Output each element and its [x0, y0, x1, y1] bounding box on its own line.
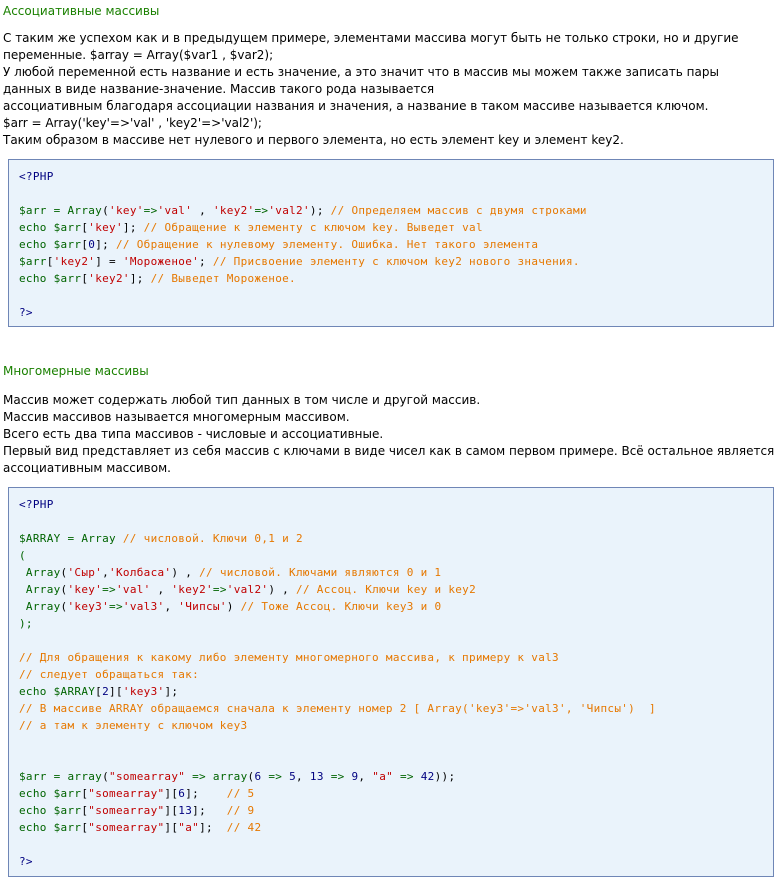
- text-line: Первый вид представляет из себя массив с ключами в виде чисел как в самом первом примере. Всё остальное является: [3, 444, 775, 458]
- code-token: echo: [19, 685, 54, 698]
- section-heading-multidimensional: Многомерные массивы: [3, 364, 149, 378]
- code-token: $arr: [19, 204, 47, 217]
- code-line: [19, 304, 33, 321]
- text-line: переменные. $array = Array($var1 , $var2);: [3, 48, 274, 62]
- code-token: =>: [109, 600, 123, 613]
- code-token: Array: [81, 532, 123, 545]
- code-token: Array: [19, 583, 61, 596]
- code-token: 'key2': [88, 272, 130, 285]
- code-token: $arr: [53, 221, 82, 234]
- code-token: 13: [309, 770, 324, 783]
- code-token: // Обращение к элементу с ключом key. Выведет val: [143, 221, 483, 234]
- code-token: // следует обращаться так:: [19, 668, 199, 681]
- code-token: $arr: [53, 804, 82, 817]
- code-token: (: [60, 583, 68, 596]
- code-token: echo: [19, 221, 54, 234]
- text-line: данных в виде название-значение. Массив такого рода называется: [3, 82, 435, 96]
- code-token: 6: [178, 787, 186, 800]
- code-token: // числовой. Ключами являются 0 и 1: [199, 566, 442, 579]
- code-token: 9: [351, 770, 359, 783]
- code-token: (: [247, 770, 255, 783]
- code-token: "a": [372, 770, 394, 783]
- code-token: echo: [19, 804, 54, 817]
- code-token: "somearray": [88, 787, 165, 800]
- code-token: =: [60, 532, 82, 545]
- code-token: [: [81, 804, 89, 817]
- code-token: $ARRAY: [19, 532, 61, 545]
- code-token: ) ,: [171, 566, 200, 579]
- code-token: ,: [102, 566, 110, 579]
- code-token: ?>: [19, 855, 33, 868]
- code-token: $ARRAY: [53, 685, 96, 698]
- code-token: 42: [420, 770, 435, 783]
- code-token: ;: [199, 255, 213, 268]
- code-token: (: [102, 770, 110, 783]
- code-line: [19, 168, 54, 185]
- code-line: [19, 202, 587, 219]
- code-token: ];: [164, 685, 179, 698]
- code-line: [19, 802, 254, 819]
- code-token: [: [95, 685, 103, 698]
- code-line: [19, 717, 247, 734]
- code-token: ,: [192, 204, 213, 217]
- code-token: 0: [88, 238, 96, 251]
- code-token: // а там к элементу с ключом key3: [19, 719, 248, 732]
- code-token: 'key2': [171, 583, 213, 596]
- code-token: "somearray": [109, 770, 186, 783]
- code-line: [19, 768, 455, 785]
- code-token: 'val': [115, 583, 151, 596]
- code-token: Array: [67, 204, 103, 217]
- code-line: [19, 853, 33, 870]
- code-token: // Присвоение элементу с ключом key2 нового значения.: [212, 255, 580, 268]
- code-token: echo: [19, 238, 54, 251]
- code-token: =>: [102, 583, 116, 596]
- code-token: (: [60, 600, 68, 613]
- code-line: [19, 530, 303, 547]
- code-line: [19, 819, 261, 836]
- code-token: 13: [178, 804, 193, 817]
- code-token: (: [60, 566, 68, 579]
- code-token: echo: [19, 821, 54, 834]
- code-token: =>: [212, 583, 227, 596]
- code-token: echo: [19, 272, 54, 285]
- code-token: Array: [19, 600, 61, 613]
- code-line: [19, 615, 33, 632]
- code-token: );: [309, 204, 331, 217]
- code-token: );: [19, 617, 33, 630]
- code-line: [19, 564, 441, 581]
- code-token: // Обращение к нулевому элементу. Ошибка. Нет такого элемента: [115, 238, 539, 251]
- code-token: // 9: [226, 804, 255, 817]
- code-token: ,: [164, 600, 179, 613]
- code-token: array: [67, 770, 103, 783]
- code-token: "somearray": [88, 821, 165, 834]
- code-token: =>: [393, 770, 421, 783]
- text-line: ассоциативным массивом.: [3, 461, 171, 475]
- text-line: Таким образом в массиве нет нулевого и первого элемента, но есть элемент key и элемент key2.: [3, 133, 624, 147]
- code-token: 'Сыр': [67, 566, 103, 579]
- code-line: [19, 785, 254, 802]
- section-heading-associative: Ассоциативные массивы: [3, 4, 160, 18]
- code-line: [19, 253, 580, 270]
- code-token: // Определяем массив с двумя строками: [330, 204, 587, 217]
- code-line: [19, 236, 538, 253]
- code-token: ];: [129, 272, 151, 285]
- code-token: // 42: [226, 821, 262, 834]
- code-token: =>: [185, 770, 213, 783]
- text-line: $arr = Array('key'=>'val' , 'key2'=>'val2');: [3, 116, 262, 130]
- text-line: У любой переменной есть название и есть значение, а это значит что в массив мы можем также записать пары: [3, 65, 719, 79]
- code-line: [19, 683, 178, 700]
- code-token: 'key3': [67, 600, 110, 613]
- text-line: Массив массивов называется многомерным массивом.: [3, 410, 350, 424]
- section-text-associative: [3, 30, 781, 149]
- code-line: [19, 649, 559, 666]
- code-token: Array: [19, 566, 61, 579]
- code-token: 'Мороженое': [122, 255, 200, 268]
- text-line: Всего есть два типа массивов - числовые и ассоциативные.: [3, 427, 384, 441]
- code-token: 'key2': [212, 204, 255, 217]
- code-token: =>: [323, 770, 352, 783]
- code-token: ];: [185, 787, 227, 800]
- code-token: 'Чипсы': [178, 600, 227, 613]
- code-token: $arr: [53, 787, 82, 800]
- code-token: =: [46, 770, 68, 783]
- code-token: ];: [192, 804, 227, 817]
- code-token: $arr: [19, 770, 47, 783]
- code-token: [: [81, 787, 89, 800]
- code-token: // Для обращения к какому либо элементу многомерного массива, к примеру к val3: [19, 651, 559, 664]
- code-token: 'val2': [226, 583, 269, 596]
- code-token: // числовой. Ключи 0,1 и 2: [122, 532, 303, 545]
- code-token: =: [46, 204, 68, 217]
- code-token: ] =: [95, 255, 123, 268]
- text-line: Массив может содержать любой тип данных в том числе и другой массив.: [3, 393, 481, 407]
- code-token: ,: [358, 770, 373, 783]
- code-token: 2: [102, 685, 110, 698]
- text-line: ассоциативным благодаря ассоциации названия и значения, а название в таком массиве называется ключом.: [3, 99, 709, 113]
- text-line: С таким же успехом как и в предыдущем примере, элементами массива могут быть не только строки, но и другие: [3, 31, 739, 45]
- code-token: ][: [109, 685, 123, 698]
- code-token: 'key3': [122, 685, 165, 698]
- code-line: [19, 700, 656, 717]
- code-token: [: [81, 238, 89, 251]
- code-token: <?PHP: [19, 170, 54, 183]
- code-token: ) ,: [268, 583, 297, 596]
- code-line: [19, 598, 441, 615]
- code-line: [19, 581, 476, 598]
- code-token: 'key2': [53, 255, 96, 268]
- code-token: // В массиве ARRAY обращаемся сначала к элементу номер 2 [ Array('key3'=>'val3', 'Чипсы') ]: [19, 702, 656, 715]
- code-token: 'val3': [122, 600, 165, 613]
- code-line: [19, 547, 26, 564]
- code-token: 'Колбаса': [109, 566, 172, 579]
- code-line: [19, 496, 54, 513]
- code-line: [19, 270, 296, 287]
- code-token: ][: [164, 787, 179, 800]
- code-token: ][: [164, 804, 179, 817]
- code-token: ?>: [19, 306, 33, 319]
- code-token: echo: [19, 787, 54, 800]
- code-token: array: [212, 770, 248, 783]
- code-token: (: [102, 204, 110, 217]
- code-token: [: [46, 255, 54, 268]
- code-token: ): [226, 600, 241, 613]
- code-token: 'val2': [268, 204, 310, 217]
- code-token: ));: [434, 770, 456, 783]
- code-token: 'key': [109, 204, 144, 217]
- code-token: $arr: [53, 238, 82, 251]
- code-token: 5: [289, 770, 297, 783]
- code-token: ];: [95, 238, 116, 251]
- code-token: =>: [143, 204, 158, 217]
- code-token: (: [19, 549, 26, 562]
- code-token: 'val': [157, 204, 193, 217]
- code-token: =>: [261, 770, 290, 783]
- code-token: 'key': [67, 583, 103, 596]
- code-token: "a": [178, 821, 200, 834]
- code-token: $arr: [53, 272, 82, 285]
- code-token: [: [81, 272, 89, 285]
- code-line: [19, 666, 199, 683]
- code-token: =>: [254, 204, 269, 217]
- code-token: "somearray": [88, 804, 165, 817]
- code-block-multidimensional: [8, 487, 774, 877]
- code-token: // Выведет Мороженое.: [150, 272, 296, 285]
- code-token: ,: [150, 583, 172, 596]
- code-block-associative: [8, 159, 774, 327]
- code-token: ];: [122, 221, 144, 234]
- code-token: ];: [199, 821, 227, 834]
- code-token: 'key': [88, 221, 123, 234]
- code-token: $arr: [53, 821, 82, 834]
- section-text-multidimensional: [3, 392, 781, 477]
- code-token: // 5: [226, 787, 255, 800]
- code-token: <?PHP: [19, 498, 54, 511]
- code-token: ][: [164, 821, 179, 834]
- code-token: [: [81, 821, 89, 834]
- code-token: ,: [296, 770, 310, 783]
- code-token: 6: [254, 770, 262, 783]
- code-token: // Тоже Ассоц. Ключи key3 и 0: [240, 600, 442, 613]
- code-token: $arr: [19, 255, 47, 268]
- code-token: // Ассоц. Ключи key и key2: [296, 583, 477, 596]
- code-token: [: [81, 221, 89, 234]
- code-line: [19, 219, 483, 236]
